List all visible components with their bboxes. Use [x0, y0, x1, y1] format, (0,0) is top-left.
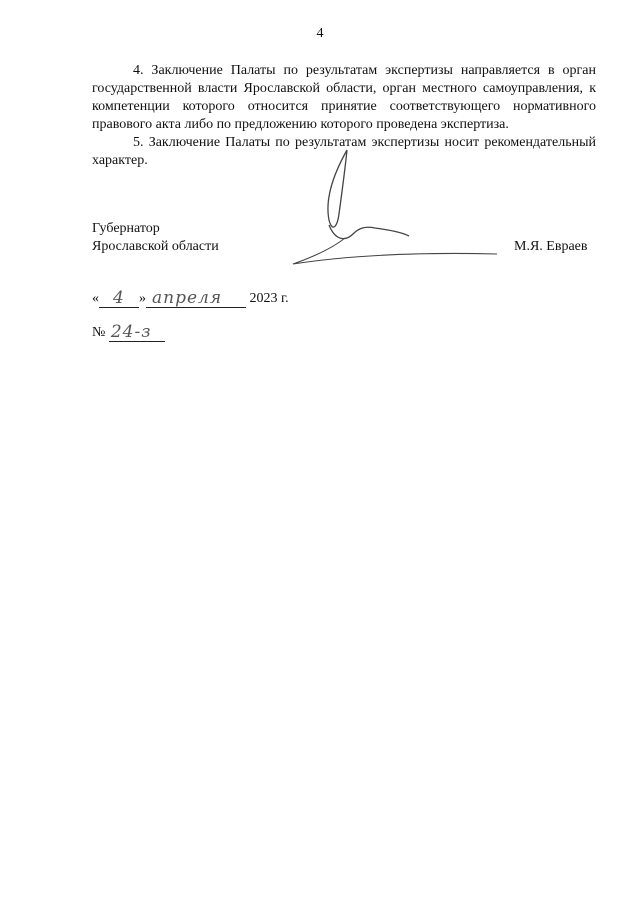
signatory-name: М.Я. Евраев: [514, 239, 588, 254]
date-month-handwritten: апреля: [152, 288, 223, 308]
document-number-blank: [109, 322, 165, 342]
signatory-title-line2: Ярославской области: [92, 239, 219, 254]
signatory-title: [92, 220, 219, 256]
date-day-handwritten: 4: [113, 288, 125, 308]
date-month-blank: [146, 288, 246, 308]
signatory-title-line1: Губернатор: [92, 221, 160, 236]
paragraph-4: 4. Заключение Палаты по результатам экспертизы направляется в орган государственной власти Ярославской области, орган местного самоуправления, к компетенции которого относится принятие соответствующего нормативного правового акта либо по предложению которого проведена экспертиза.: [92, 63, 596, 132]
paragraph-5: 5. Заключение Палаты по результатам экспертизы носит рекомендательный характер.: [92, 135, 596, 168]
document-number-label: №: [92, 325, 106, 340]
document-number-handwritten: 24-з: [110, 322, 152, 342]
document-number: [92, 324, 165, 342]
date-year: 2023 г.: [249, 291, 289, 306]
date-close-quote: »: [139, 291, 146, 306]
document-date: [92, 290, 289, 308]
date-open-quote: «: [92, 291, 99, 306]
page-number: 4: [316, 26, 324, 41]
handwritten-signature: [285, 140, 505, 270]
date-day-blank: [99, 288, 139, 308]
